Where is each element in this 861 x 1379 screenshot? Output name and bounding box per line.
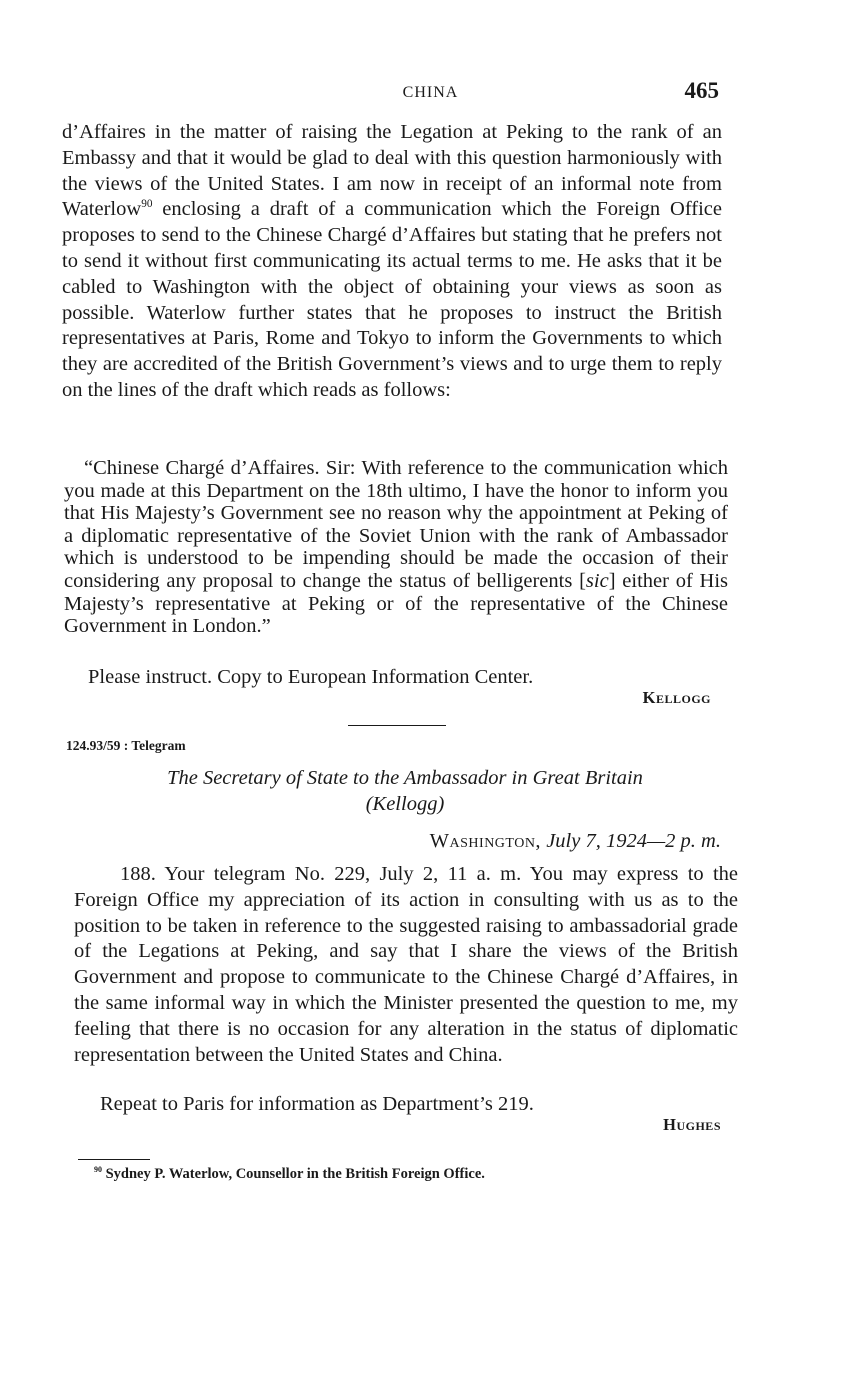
file-reference: 124.93/59 : Telegram xyxy=(66,738,186,753)
page-number: 465 xyxy=(684,78,719,103)
footnote-marker: 90 xyxy=(94,1165,102,1175)
title-line-2: (Kellogg) xyxy=(365,793,445,815)
quote-text-part2: ] either of His Majesty’s representative at Peking or of the representative of the Chinese Government in London.” xyxy=(64,569,728,638)
quoted-draft xyxy=(64,457,728,638)
title-line-1: The Secretary of State to the Ambassador in Great Britain xyxy=(167,767,643,789)
quote-text-part1: “Chinese Chargé d’Affaires. Sir: With reference to the communication which you made at this Department on the 18th ultimo, I have the honor to inform you that His Majesty’s Government see no reason why the appointment at Peking of a diplomatic representative of the Soviet Union with the rank of Ambassador which is understood to be impending should be made the occasion of their considering any proposal to change the status of belligerents [ xyxy=(64,457,728,592)
footnote xyxy=(94,1166,485,1183)
intro-text-part1: d’Affaires in the matter of raising the Legation at Peking to the rank of an Embassy and that it would be glad to deal with this question harmoniously with the views of the United States. I am now in receipt of an informal note from Waterlow xyxy=(62,121,722,221)
intro-text-part2: enclosing a draft of a communication which the Foreign Office proposes to send to the Chinese Chargé d’Affaires but stating that he prefers not to send it without first communicating its actual terms to me. He asks that it be cabled to Washington with the object of obtaining your views as soon as possible. Waterlow further states that he proposes to instruct the British representatives at Paris, Rome and Tokyo to inform the Governments to which they are accredited of the British Government’s views and to urge them to reply on the lines of the draft which reads as follows: xyxy=(62,198,722,401)
document-title xyxy=(100,765,710,817)
intro-paragraph xyxy=(62,120,722,404)
dateline-date: July 7, 1924—2 p. m. xyxy=(546,830,721,852)
footnote-text: Sydney P. Waterlow, Counsellor in the British Foreign Office. xyxy=(101,1166,485,1182)
dateline-place: Washington, xyxy=(429,830,542,852)
signature-hughes: Hughes xyxy=(663,1115,721,1134)
section-divider xyxy=(348,725,446,726)
repeat-instruction: Repeat to Paris for information as Department’s 219. xyxy=(100,1093,534,1115)
telegram-body: 188. Your telegram No. 229, July 2, 11 a. m. You may express to the Foreign Office my appreciation of its action in consulting with us as to the position to be taken in reference to the suggested raising to ambassadorial grade of the Legations at Peking, and say that I share the views of the British Government and propose to communicate to the Chinese Chargé d’Affaires, in the same informal way in which the Minister presented the question to me, my feeling that there is no occasion for any alteration in the status of diplomatic representation between the United States and China. xyxy=(74,863,738,1066)
running-title: CHINA xyxy=(402,84,459,101)
dateline xyxy=(430,830,721,853)
sic-mark: sic xyxy=(585,569,609,592)
footnote-divider xyxy=(78,1159,150,1160)
signature-kellogg: Kellogg xyxy=(642,688,711,707)
instruction-line: Please instruct. Copy to European Information Center. xyxy=(88,666,534,688)
footnote-reference: 90 xyxy=(141,198,153,211)
